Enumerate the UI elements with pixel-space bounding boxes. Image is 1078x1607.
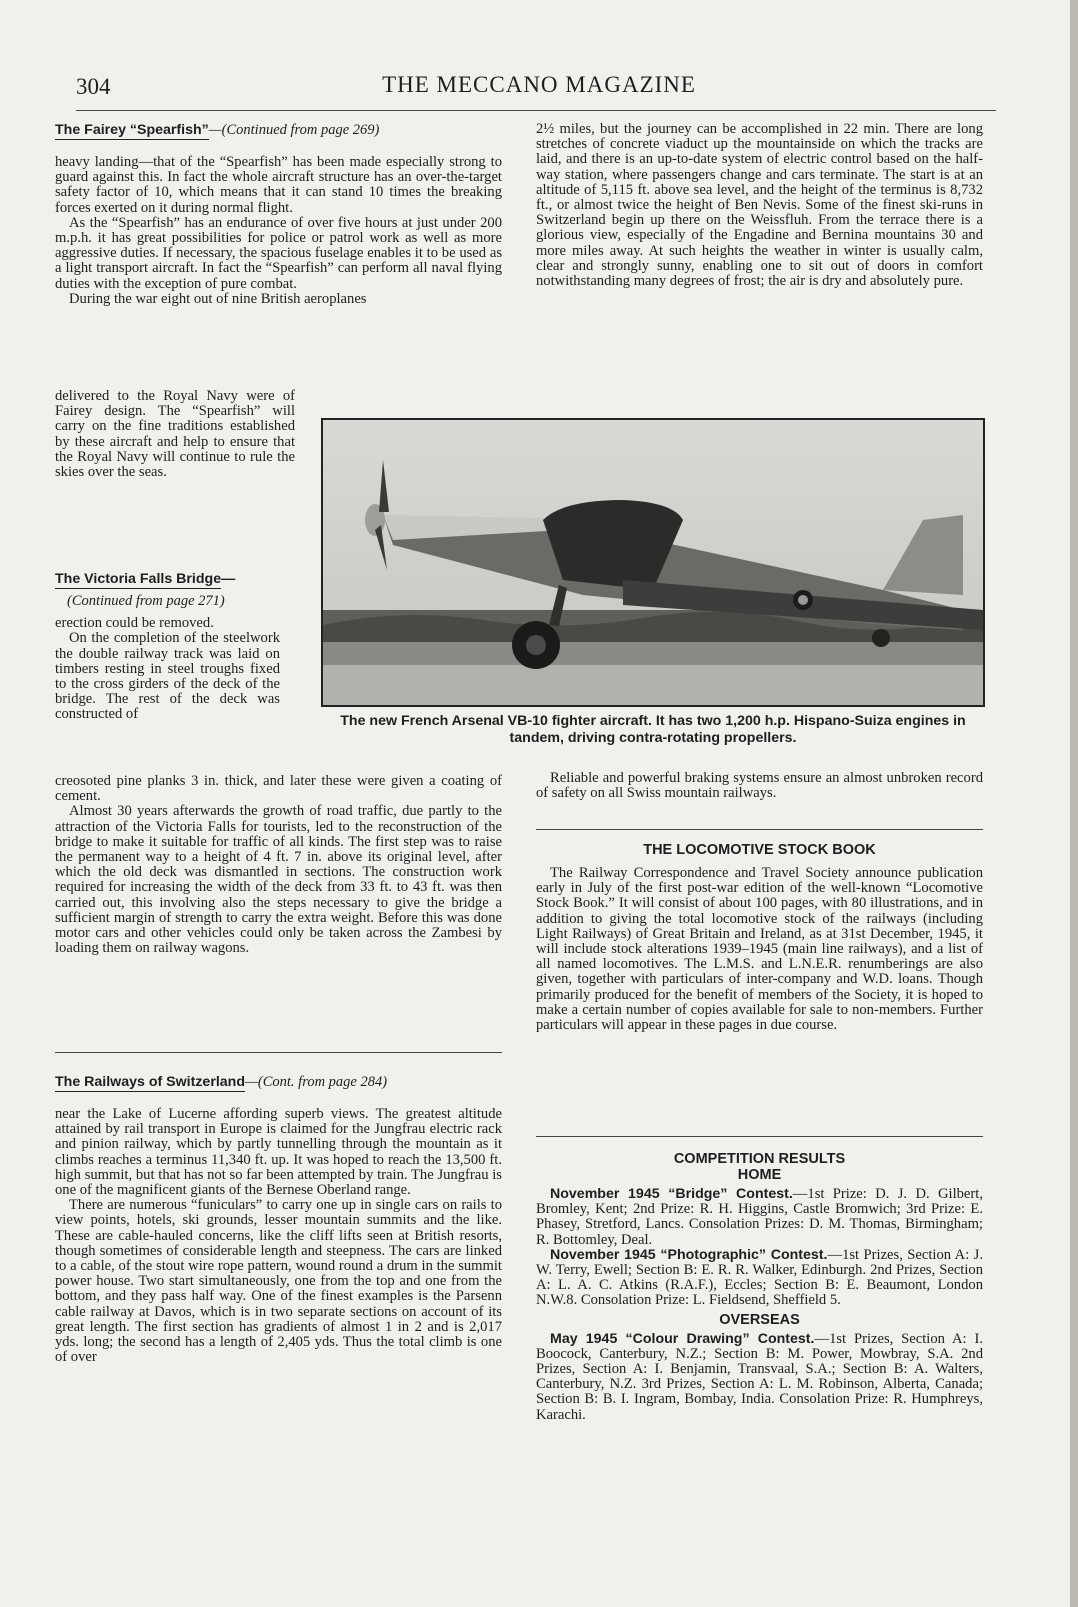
spearfish-narrow xyxy=(55,389,295,480)
victoria-para-3: Almost 30 years afterwards the growth of road traffic, due partly to the attraction of the Victoria Falls for tourists, led to the reconstruction of the bridge to make it suitable for traffic of all kinds. The first step was to raise the permanent way to a height of 4 ft. 7 in. above its original level, after which the old deck was dismantled in sections. The construction work required for increasing the width of the deck from 33 ft. to 43 ft. was then carried out, this involving also the steps necessary to give the bridge a sufficient margin of strength to carry the extra weight. Before this was done motor cars and other vehicles could only be taken across the Zambesi by loading them on railway wagons. xyxy=(55,803,502,957)
victoria-para-1: erection could be removed. xyxy=(55,615,214,632)
competition-heading: COMPETITION RESULTS xyxy=(673,1151,846,1167)
spearfish-para-2: As the “Spearfish” has an endurance of over five hours at just under 200 m.p.h. it has great possibilities for police or patrol work as well as more aggressive duties. If necessary, the spacious fuselage enables it to be used as a light transport aircraft. In fact the “Spearfish” can perform all naval flying duties with the exception of pure combat. xyxy=(55,214,502,292)
colour-drawing-contest: May 1945 “Colour Drawing” Contest.—1st Prizes, Section A: I. Boocock, Canterbury, N.Z.; Section B: M. Power, Mowbray, S.A. 2nd Prizes, Section A: I. Benjamin, Transvaal, S.A.; Section B: A. Walters, Canterbury, N.Z. 3rd Prizes, Section A: L. M. Robinson, Alberta, Canada; Section B: B. I. Ingram, Bombay, India. Consolation Prize: R. Humphreys, Karachi. xyxy=(536,1330,983,1423)
swiss-para-1: near the Lake of Lucerne affording superb views. The greatest altitude attained by rail transport in Europe is claimed for the Jungfrau electric rack and pinion railway, which by partly tunnelling through the mountain as it climbs reaches a terminus 11,340 ft. up. It was hoped to reach the 13,500 ft. high summit, but that has not so far been attempted by train. The Jungfrau is one of the magnificent giants of the Bernese Oberland range. xyxy=(55,1106,502,1199)
page-edge xyxy=(1070,0,1078,1607)
victoria-heading: The Victoria Falls Bridge— xyxy=(55,571,236,587)
magazine-title: THE MECCANO MAGAZINE xyxy=(382,72,696,97)
swiss-ending xyxy=(536,771,983,801)
swiss-heading: The Railways of Switzerland—(Cont. from page 284) xyxy=(55,1074,388,1090)
page-number: 304 xyxy=(76,74,111,99)
victoria-para-2a: On the completion of the steelwork the double railway track was laid on timbers resting in steel troughs fixed to the cross girders of the deck of the bridge. The rest of the deck was constructed of xyxy=(55,630,280,723)
home-label: HOME xyxy=(737,1167,782,1183)
spearfish-para-1: heavy landing—that of the “Spearfish” has been made especially strong to guard against this. In fact the whole aircraft structure has an over-the-target safety factor of 10, which means that it can stand 10 times the breaking forces exerted on it during normal flight. xyxy=(55,154,502,216)
competition-article xyxy=(536,1151,983,1423)
victoria-end-rule xyxy=(55,1052,502,1053)
bridge-contest: November 1945 “Bridge” Contest.—1st Prize: D. J. D. Gilbert, Bromley, Kent; 2nd Prize: R. H. Higgins, Castle Bromwich; 3rd Prize: E. Phasey, Stretford, Lancs. Consolation Prizes: D. M. Thomas, Birmingham; R. Bottomley, Deal. xyxy=(536,1186,983,1248)
header-rule xyxy=(76,110,996,111)
spearfish-article xyxy=(55,122,502,307)
swiss-article xyxy=(55,1074,502,1365)
swiss-para-2: There are numerous “funiculars” to carry one up in single cars on rails to view points, hotels, ski grounds, lesser mountain summits and the like. These are cable-hauled concerns, like the cliff lifts seen at British resorts, though sometimes of considerable length and steepness. The cars are linked to a cable, of the stout wire rope pattern, wound round a drum in the summit power house. Two start simultaneously, one from the top and one from the bottom, and they pass half way. One of the finest examples is the Parsenn cable railway at Davos, which is in two separate sections on account of its great length. The first section has gradients of almost 1 in 2 and is 2,017 yds. long; the second has a length of 2,405 yds. Thus the total climb is one of over xyxy=(55,1197,502,1366)
swiss-para-3: 2½ miles, but the journey can be accomplished in 22 min. There are long stretches of concrete viaduct up the mountainside on which the tracks are laid, and there is an up-to-date system of electric control based on the half-way station, where passengers change and cars terminate. The start is at an altitude of 5,115 ft. above sea level, and the height of the terminus is 8,732 ft., or almost twice the height of Ben Nevis. Some of the finest ski-runs in Switzerland begin up there on the Weissfluh. From the terrace there is a glorious view, especially of the Engadine and Bernina mountains 30 and more miles away. At such heights the weather in winter is usually calm, clear and strongly sunny, enabling one to sit out of doors in comfort notwithstanding many degrees of frost; the air is dry and absolutely pure. xyxy=(536,121,983,290)
locomotive-body: The Railway Correspondence and Travel Society announce publication early in July of the first post-war edition of the well-known “Locomotive Stock Book.” It will consist of about 100 pages, with 80 illustrations, and in addition to giving the total locomotive stock of the railways (including Light Railways) of Great Britain and Ireland, as at 31st December, 1945, it will include stock alterations 1939–1945 (main line railways), and a list of all named locomotives. The L.M.S. and L.N.E.R. renumberings are also given, together with particulars of inter-company and W.D. loans. Though primarily produced for the benefit of members of the Society, it is hoped to make a certain number of copies available for sale to non-members. Further particulars will appear in these pages in due course. xyxy=(536,865,983,1034)
spearfish-para-3b: delivered to the Royal Navy were of Fairey design. The “Spearfish” will carry on the fine traditions established by these aircraft and help to ensure that the Royal Navy will continue to rule the skies over the seas. xyxy=(55,388,295,481)
page-header xyxy=(0,68,1078,108)
competition-top-rule xyxy=(536,1136,983,1137)
victoria-article-wide xyxy=(55,774,502,956)
locomotive-heading: THE LOCOMOTIVE STOCK BOOK xyxy=(643,842,876,858)
photographic-contest: November 1945 “Photographic” Contest.—1st Prizes, Section A: J. W. Terry, Ewell; Section B: E. R. R. Walker, Edinburgh. 2nd Prizes, Section A: L. A. C. Atkins (R.A.F.), Eccles; Section B: E. Beaumont, London N.W.8. Consolation Prize: L. Fieldsend, Sheffield 5. xyxy=(536,1246,984,1309)
spearfish-heading: The Fairey “Spearfish”—(Continued from page 269) xyxy=(55,122,380,138)
victoria-continued: (Continued from page 271) xyxy=(67,593,225,609)
overseas-label: OVERSEAS xyxy=(719,1311,800,1328)
victoria-article-narrow xyxy=(55,571,280,723)
victoria-para-2b: creosoted pine planks 3 in. thick, and later these were given a coating of cement. xyxy=(55,773,502,805)
swiss-continuation xyxy=(536,122,983,289)
spearfish-para-3a: During the war eight out of nine British aeroplanes xyxy=(69,290,367,307)
locomotive-top-rule xyxy=(536,829,983,830)
photo-caption: The new French Arsenal VB-10 fighter aircraft. It has two 1,200 h.p. Hispano-Suiza engines in tandem, driving contra-rotating propellers. xyxy=(340,713,966,746)
swiss-para-4: Reliable and powerful braking systems ensure an almost unbroken record of safety on all Swiss mountain railways. xyxy=(536,770,983,802)
aircraft-photo-image xyxy=(323,420,983,705)
aircraft-photo xyxy=(321,418,985,707)
locomotive-article xyxy=(536,842,983,1033)
